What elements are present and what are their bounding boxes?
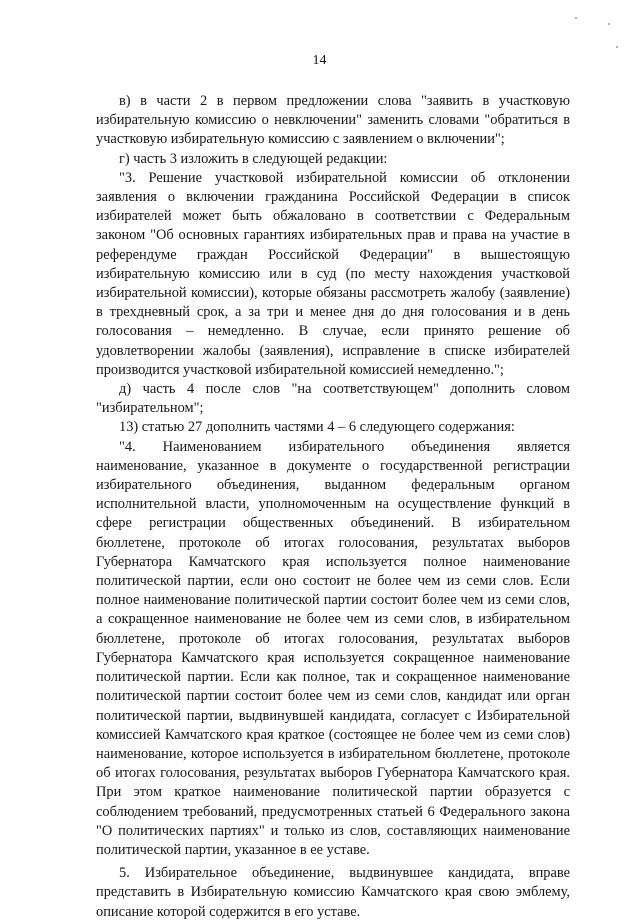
- page-number: 14: [312, 53, 327, 68]
- paragraph-amendment-v: в) в части 2 в первом предложении слова "заявить в участковую избирательную комиссию о невключении" заменить словами "обратиться в участковую избирательную комиссию с заявлением о включении";: [96, 93, 570, 148]
- paragraph-part-3-text: "3. Решение участковой избирательной комиссии об отклонении заявления о включении гражданина Российской Федерации в список избирателей может быть обжаловано в соответствии с Федеральным законом "Об основных гарантиях избирательных прав и права на участие в референдуме граждан Российской Федерации" в вышестоящую избирательную комиссию или в суд (по месту нахождения участковой избирательной комиссии), которые обязаны рассмотреть жалобу (заявление) в трехдневный срок, а за три и менее дня до дня голосования и в день голосования – немедленно. В случае, если принято решение об удовлетворении жалобы (заявления), исправление в списке избирателей производится участковой избирательной комиссией немедленно.";: [96, 169, 570, 378]
- paragraph-part-4-text: "4. Наименованием избирательного объединения является наименование, указанное в документе о государственной регистрации избирательного объединения, выданном федеральным органом исполнительной власти, уполномоченным на осуществление функций в сфере регистрации общественных объединений. В избирательном бюллетене, протоколе об итогах голосования, результатах выборов Губернатора Камчатского края используется полное наименование политической партии, если оно состоит не более чем из семи слов. Если полное наименование политической партии состоит более чем из семи слов, а сокращенное наименование не более чем из семи слов, в избирательном бюллетене, протоколе об итогах голосования, результатах выборов Губернатора Камчатского края используется сокращенное наименование политической партии. Если как полное, так и сокращенное наименование политической партии состоит более чем из семи слов, кандидат или орган политической партии, выдвинувшей кандидата, согласует с Избирательной комиссией Камчатского края краткое (состоящее не более чем из семи слов) наименование, которое используется в избирательном бюллетене, протоколе об итогах голосования, результатах выборов Губернатора Камчатского края. При этом краткое наименование политической партии образуется с соблюдением требований, предусмотренных статьей 6 Федерального закона "О политических партиях" и только из слов, составляющих наименование политической партии, указанное в ее уставе.: [96, 438, 570, 858]
- scan-speck: [575, 17, 577, 19]
- paragraph-item-13: 13) статью 27 дополнить частями 4 – 6 следующего содержания:: [119, 419, 515, 436]
- scan-speck: [616, 46, 618, 48]
- paragraph-part-5-text: 5. Избирательное объединение, выдвинувшее кандидата, вправе представить в Избирательную комиссию Камчатского края свою эмблему, описание которой содержится в его уставе.: [96, 865, 570, 920]
- document-body: [96, 92, 570, 922]
- paragraph-amendment-d: д) часть 4 после слов "на соответствующем" дополнить словом "избирательном";: [96, 381, 570, 417]
- paragraph-amendment-g: г) часть 3 изложить в следующей редакции:: [119, 150, 388, 167]
- scan-speck: [608, 23, 610, 25]
